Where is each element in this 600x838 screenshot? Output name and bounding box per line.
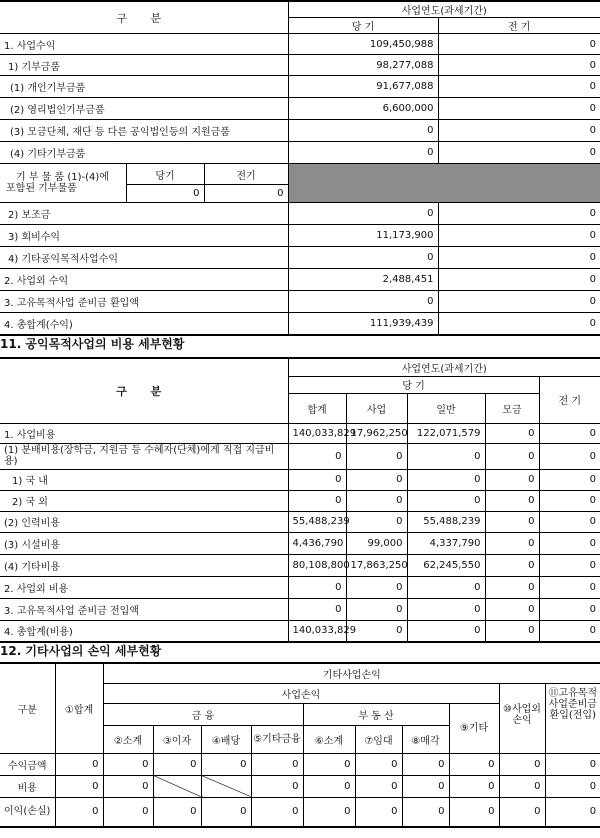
header-re-subtotal: ⑥소계 <box>303 725 355 753</box>
value-previous: 0 <box>438 120 600 142</box>
cell: 122,071,579 <box>407 423 485 443</box>
cell: 0 <box>303 797 355 827</box>
header-rent: ⑦임대 <box>355 725 402 753</box>
row-label: (4) 기타기부금품 <box>0 142 288 164</box>
value-current: 11,173,900 <box>288 225 438 247</box>
cell: 0 <box>539 576 600 598</box>
row-label: 1. 사업수익 <box>0 34 288 55</box>
cell: 0 <box>201 797 251 827</box>
header-gubun: 구 분 <box>0 358 288 423</box>
value-previous: 0 <box>438 55 600 76</box>
header-fin-subtotal: ②소계 <box>103 725 153 753</box>
header-sale: ⑧매각 <box>402 725 449 753</box>
cell: 0 <box>346 469 407 490</box>
cell: 0 <box>288 443 346 469</box>
cell: 0 <box>355 775 402 797</box>
row-label: 비용 <box>0 775 55 797</box>
cell: 0 <box>103 753 153 775</box>
cell: 0 <box>402 775 449 797</box>
cell: 0 <box>346 620 407 642</box>
cell: 0 <box>545 775 600 797</box>
row-label: 3. 고유목적사업 준비금 환입액 <box>0 291 288 313</box>
value-current: 98,277,088 <box>288 55 438 76</box>
row-label: 1. 사업비용 <box>0 423 288 443</box>
value-current: 0 <box>288 142 438 164</box>
value-previous: 0 <box>438 225 600 247</box>
value-previous: 0 <box>438 269 600 291</box>
cell: 55,488,239 <box>407 511 485 532</box>
header-reserve: ⑪고유목적사업준비금환입(전입) <box>545 683 600 753</box>
row-label: (3) 시설비용 <box>0 532 288 554</box>
header-current: 당 기 <box>288 376 539 393</box>
cell: 0 <box>55 775 103 797</box>
cell: 0 <box>545 753 600 775</box>
revenue-table <box>0 0 600 336</box>
header-total: ①합계 <box>55 663 103 753</box>
cell: 17,863,250 <box>346 554 407 576</box>
header-dividend: ④배당 <box>201 725 251 753</box>
cell: 80,108,800 <box>288 554 346 576</box>
cell: 17,962,250 <box>346 423 407 443</box>
cell: 0 <box>346 511 407 532</box>
cell: 62,245,550 <box>407 554 485 576</box>
cell: 4,436,790 <box>288 532 346 554</box>
cell: 0 <box>485 554 539 576</box>
diagonal-cell <box>201 775 251 797</box>
row-label: 수익금액 <box>0 753 55 775</box>
cell: 0 <box>288 576 346 598</box>
col-total: 합계 <box>288 393 346 423</box>
row-label: (1) 분배비용(장학금, 지원금 등 수혜자(단체)에게 직접 지급비용) <box>0 443 288 469</box>
cell: 0 <box>485 469 539 490</box>
cell: 0 <box>539 423 600 443</box>
value-current: 6,600,000 <box>288 98 438 120</box>
cell: 0 <box>485 423 539 443</box>
cell: 0 <box>355 797 402 827</box>
header-interest: ③이자 <box>153 725 201 753</box>
in-kind-donation-label: 기 부 물 품 (1)-(4)에 포함된 기부물품 <box>0 164 126 203</box>
cell: 0 <box>485 620 539 642</box>
cell: 0 <box>402 797 449 827</box>
row-label: (3) 모금단체, 재단 등 다른 공익법인등의 지원금품 <box>0 120 288 142</box>
value-current: 111,939,439 <box>288 313 438 335</box>
value-current: 0 <box>288 120 438 142</box>
cell: 0 <box>485 532 539 554</box>
cell: 0 <box>539 490 600 511</box>
cell: 0 <box>449 775 499 797</box>
cell: 0 <box>485 511 539 532</box>
cell: 55,488,239 <box>288 511 346 532</box>
row-label: (4) 기타비용 <box>0 554 288 576</box>
row-label: 4) 기타공익목적사업수익 <box>0 247 288 269</box>
cell: 0 <box>485 443 539 469</box>
row-label: 이익(손실) <box>0 797 55 827</box>
row-label: 2) 국 외 <box>0 490 288 511</box>
row-label: 3. 고유목적사업 준비금 전입액 <box>0 598 288 620</box>
cell: 0 <box>55 797 103 827</box>
header-finance: 금 융 <box>103 703 303 725</box>
header-gubun: 구분 <box>0 663 55 753</box>
cell: 0 <box>407 598 485 620</box>
cell: 0 <box>153 753 201 775</box>
value-previous: 0 <box>438 34 600 55</box>
cell: 0 <box>499 753 545 775</box>
value-previous: 0 <box>438 291 600 313</box>
cell: 0 <box>251 797 303 827</box>
value-previous: 0 <box>438 98 600 120</box>
cell: 0 <box>201 753 251 775</box>
row-label: 3) 회비수익 <box>0 225 288 247</box>
header-fiscal-year: 사업연도(과세기간) <box>288 1 600 18</box>
cell: 0 <box>407 576 485 598</box>
cell: 0 <box>485 598 539 620</box>
row-label: 2. 사업외 비용 <box>0 576 288 598</box>
cell: 0 <box>449 753 499 775</box>
cell: 4,337,790 <box>407 532 485 554</box>
sub-value-current: 0 <box>126 185 204 203</box>
cell: 0 <box>103 797 153 827</box>
cell: 0 <box>355 753 402 775</box>
header-gubun: 구 분 <box>0 1 288 34</box>
cell: 0 <box>153 797 201 827</box>
cell: 0 <box>288 469 346 490</box>
cell: 0 <box>539 532 600 554</box>
cell: 0 <box>485 576 539 598</box>
cell: 0 <box>303 775 355 797</box>
sub-value-previous: 0 <box>204 185 288 203</box>
row-label: 2. 사업외 수익 <box>0 269 288 291</box>
cell: 0 <box>545 797 600 827</box>
row-label: (1) 개인기부금품 <box>0 76 288 98</box>
cell: 0 <box>539 469 600 490</box>
row-label: 1) 기부금품 <box>0 55 288 76</box>
value-previous: 0 <box>438 76 600 98</box>
cell: 0 <box>402 753 449 775</box>
cell: 0 <box>55 753 103 775</box>
col-business: 사업 <box>346 393 407 423</box>
col-general: 일반 <box>407 393 485 423</box>
expense-table <box>0 357 600 643</box>
value-current: 0 <box>288 291 438 313</box>
cell: 0 <box>346 490 407 511</box>
header-etc: ⑨기타 <box>449 703 499 753</box>
cell: 0 <box>539 554 600 576</box>
header-other-finance: ⑤기타금융 <box>251 725 303 753</box>
sub-header-current: 당기 <box>126 164 204 185</box>
value-previous: 0 <box>438 313 600 335</box>
header-real-estate: 부 동 산 <box>303 703 449 725</box>
cell: 0 <box>539 443 600 469</box>
header-current: 당 기 <box>288 18 438 34</box>
shaded-cell <box>288 164 600 203</box>
cell: 0 <box>346 598 407 620</box>
cell: 0 <box>251 775 303 797</box>
diagonal-cell <box>153 775 201 797</box>
other-business-table <box>0 662 600 828</box>
header-business-pl: 사업손익 <box>103 683 499 703</box>
cell: 0 <box>449 797 499 827</box>
cell: 0 <box>539 620 600 642</box>
cell: 0 <box>407 490 485 511</box>
row-label-total: 4. 총합계(수익) <box>0 313 288 335</box>
value-current: 0 <box>288 203 438 225</box>
cell: 0 <box>539 598 600 620</box>
value-current: 109,450,988 <box>288 34 438 55</box>
section-11-title: 11. 공익목적사업의 비용 세부현황 <box>0 337 185 351</box>
cell: 0 <box>251 753 303 775</box>
header-fiscal-year: 사업연도(과세기간) <box>288 358 600 376</box>
cell: 0 <box>346 443 407 469</box>
cell: 0 <box>288 598 346 620</box>
header-other-business: 기타사업손익 <box>103 663 600 683</box>
row-label: 2) 보조금 <box>0 203 288 225</box>
header-previous: 전 기 <box>438 18 600 34</box>
cell: 140,033,829 <box>288 620 346 642</box>
cell: 0 <box>499 775 545 797</box>
cell: 0 <box>407 443 485 469</box>
cell: 0 <box>407 620 485 642</box>
cell: 0 <box>288 490 346 511</box>
value-previous: 0 <box>438 142 600 164</box>
row-label-total: 4. 총합계(비용) <box>0 620 288 642</box>
value-previous: 0 <box>438 247 600 269</box>
cell: 0 <box>539 511 600 532</box>
cell: 0 <box>407 469 485 490</box>
cell: 99,000 <box>346 532 407 554</box>
header-non-business: ⑩사업외손익 <box>499 683 545 753</box>
value-current: 0 <box>288 247 438 269</box>
value-current: 91,677,088 <box>288 76 438 98</box>
row-label: (2) 인력비용 <box>0 511 288 532</box>
row-label: (2) 영리법인기부금품 <box>0 98 288 120</box>
value-current: 2,488,451 <box>288 269 438 291</box>
header-previous: 전 기 <box>539 376 600 423</box>
cell: 0 <box>485 490 539 511</box>
cell: 0 <box>346 576 407 598</box>
value-previous: 0 <box>438 203 600 225</box>
cell: 0 <box>303 753 355 775</box>
col-fundraising: 모금 <box>485 393 539 423</box>
cell: 0 <box>499 797 545 827</box>
section-12-title: 12. 기타사업의 손익 세부현황 <box>0 644 162 658</box>
row-label: 1) 국 내 <box>0 469 288 490</box>
cell: 0 <box>103 775 153 797</box>
cell: 140,033,829 <box>288 423 346 443</box>
sub-header-previous: 전기 <box>204 164 288 185</box>
